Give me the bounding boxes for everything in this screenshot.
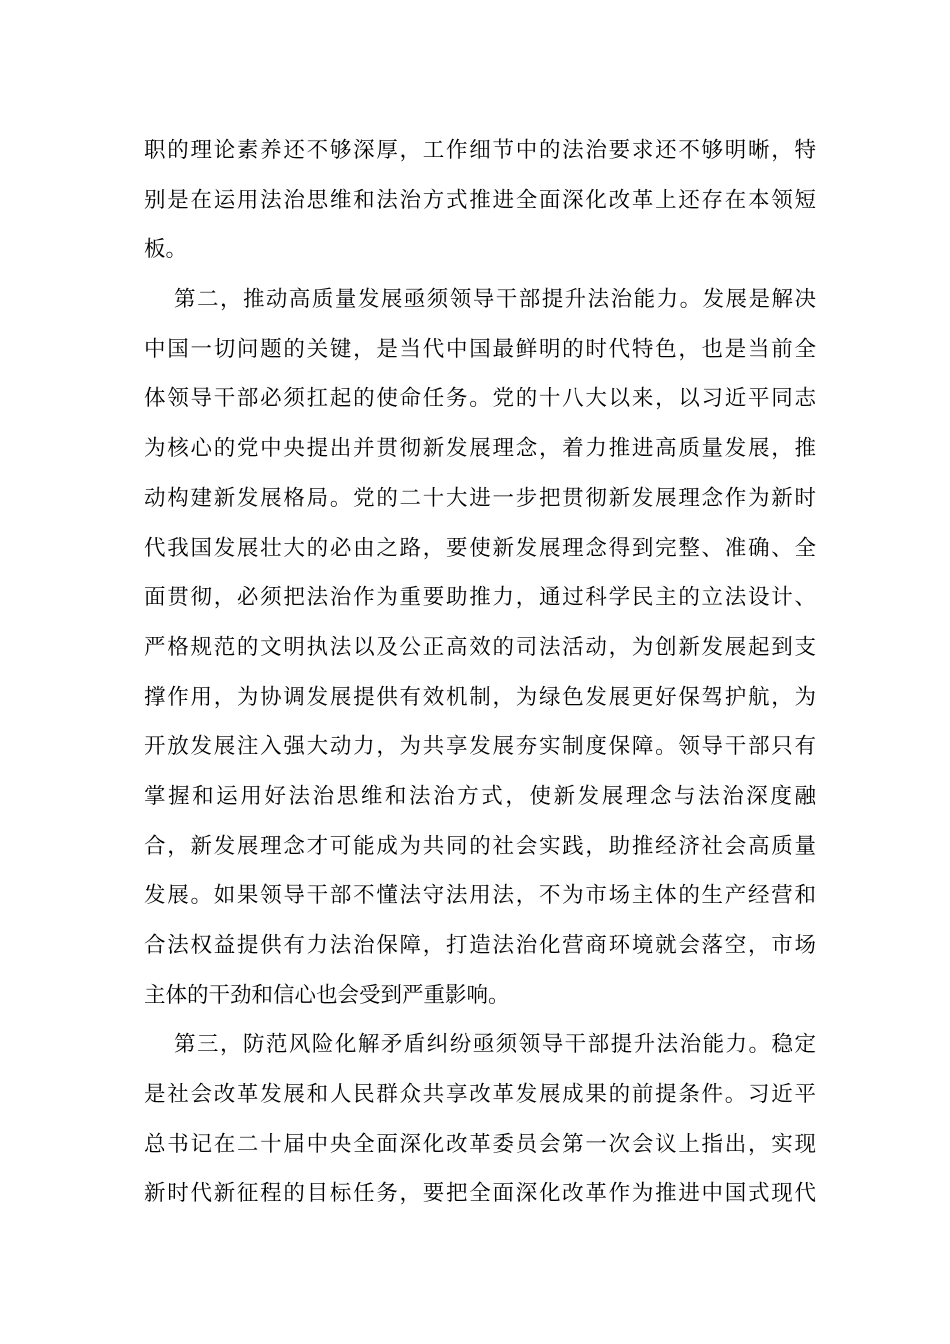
paragraph-line: 动构建新发展格局。党的二十大进一步把贯彻新发展理念作为新时 — [144, 485, 816, 511]
paragraph-line: 掌握和运用好法治思维和法治方式，使新发展理念与法治深度融 — [144, 783, 816, 809]
paragraph-line: 主体的干劲和信心也会受到严重影响。 — [144, 982, 510, 1008]
paragraph-first-line: 第二，推动高质量发展亟须领导干部提升法治能力。发展是解决 — [174, 287, 816, 313]
paragraph-line: 总书记在二十届中央全面深化改革委员会第一次会议上指出，实现 — [144, 1131, 816, 1157]
paragraph-line: 为核心的党中央提出并贯彻新发展理念，着力推进高质量发展，推 — [144, 436, 816, 462]
paragraph-line: 合，新发展理念才可能成为共同的社会实践，助推经济社会高质量 — [144, 833, 816, 859]
paragraph-line: 职的理论素养还不够深厚，工作细节中的法治要求还不够明晰，特 — [144, 138, 816, 163]
paragraph-line: 发展。如果领导干部不懂法守法用法，不为市场主体的生产经营和 — [144, 883, 816, 909]
paragraph-line: 开放发展注入强大动力，为共享发展夯实制度保障。领导干部只有 — [144, 734, 816, 760]
paragraph-line: 别是在运用法治思维和法治方式推进全面深化改革上还存在本领短 — [144, 187, 816, 213]
paragraph-line: 面贯彻，必须把法治作为重要助推力，通过科学民主的立法设计、 — [144, 585, 816, 611]
paragraph-line: 新时代新征程的目标任务，要把全面深化改革作为推进中国式现代 — [144, 1181, 816, 1207]
paragraph-line: 中国一切问题的关键，是当代中国最鲜明的时代特色，也是当前全 — [144, 336, 816, 362]
paragraph-line: 严格规范的文明执法以及公正高效的司法活动，为创新发展起到支 — [144, 634, 816, 660]
paragraph-line: 合法权益提供有力法治保障，打造法治化营商环境就会落空，市场 — [144, 933, 816, 958]
paragraph-line: 板。 — [144, 237, 188, 263]
paragraph-line: 代我国发展壮大的必由之路，要使新发展理念得到完整、准确、全 — [144, 535, 816, 561]
paragraph-line: 体领导干部必须扛起的使命任务。党的十八大以来，以习近平同志 — [144, 386, 816, 412]
paragraph-line: 撑作用，为协调发展提供有效机制，为绿色发展更好保驾护航，为 — [144, 684, 816, 710]
document-body — [144, 126, 816, 1219]
paragraph-first-line: 第三，防范风险化解矛盾纠纷亟须领导干部提升法治能力。稳定 — [174, 1032, 816, 1058]
paragraph-line: 是社会改革发展和人民群众共享改革发展成果的前提条件。习近平 — [144, 1082, 816, 1108]
